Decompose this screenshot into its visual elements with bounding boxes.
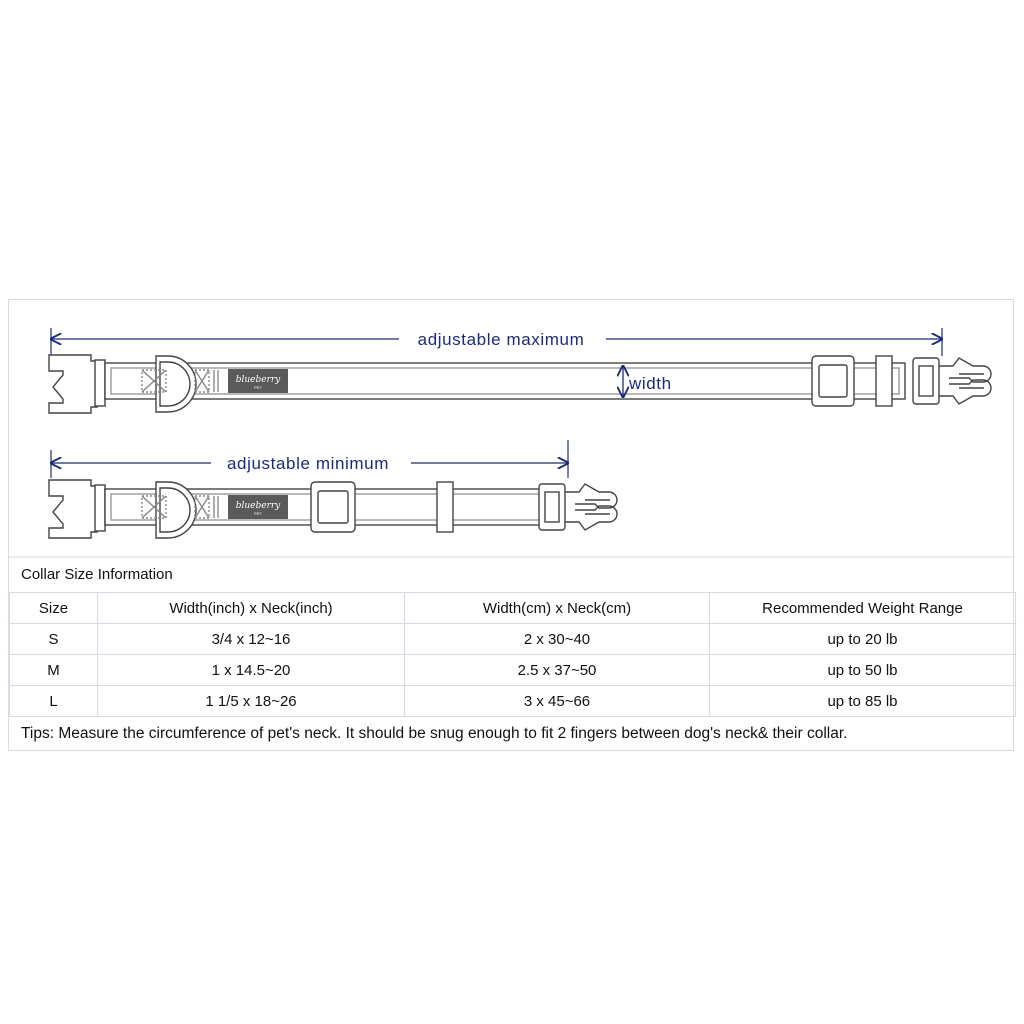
cell-cm: 2.5 x 37~50 [405,655,710,686]
max-dimension-label: adjustable maximum [417,330,585,349]
header-width-neck-inch: Width(inch) x Neck(inch) [98,593,405,624]
header-size: Size [10,593,98,624]
male-buckle [539,484,565,530]
female-buckle [49,355,97,413]
collar-max [49,355,991,413]
collar-diagram [9,300,1015,558]
cell-size: M [10,655,98,686]
tips-text: Tips: Measure the circumference of pet's neck. It should be snug enough to fit 2 fingers between dog's neck& their collar. [21,725,848,742]
cell-cm: 2 x 30~40 [405,624,710,655]
logo-label-max [228,369,288,393]
male-buckle [913,358,939,404]
keeper-loop [876,356,892,406]
cell-size: S [10,624,98,655]
header-width-neck-cm: Width(cm) x Neck(cm) [405,593,710,624]
size-chart-panel [8,299,1014,751]
width-label: width [629,374,672,393]
table-header-row [10,593,1016,624]
min-dimension-label: adjustable minimum [227,454,389,473]
cell-size: L [10,686,98,717]
min-dimension-line [51,440,568,478]
female-buckle [49,480,97,538]
section-title: Collar Size Information [21,566,173,583]
cell-inch: 3/4 x 12~16 [98,624,405,655]
cell-weight: up to 85 lb [710,686,1016,717]
table-row [10,655,1016,686]
header-weight-range: Recommended Weight Range [710,593,1016,624]
max-dimension-line [51,328,942,356]
svg-text:blueberry: blueberry [235,501,281,511]
svg-text:PET: PET [254,385,262,390]
cell-inch: 1 x 14.5~20 [98,655,405,686]
cell-weight: up to 50 lb [710,655,1016,686]
collar-min [49,480,617,538]
cell-cm: 3 x 45~66 [405,686,710,717]
keeper-loop [437,482,453,532]
svg-text:PET: PET [254,511,262,516]
svg-text:blueberry: blueberry [235,375,281,385]
size-table [9,592,1016,717]
cell-inch: 1 1/5 x 18~26 [98,686,405,717]
table-row [10,686,1016,717]
logo-label-min [228,495,288,519]
table-row [10,624,1016,655]
cell-weight: up to 20 lb [710,624,1016,655]
